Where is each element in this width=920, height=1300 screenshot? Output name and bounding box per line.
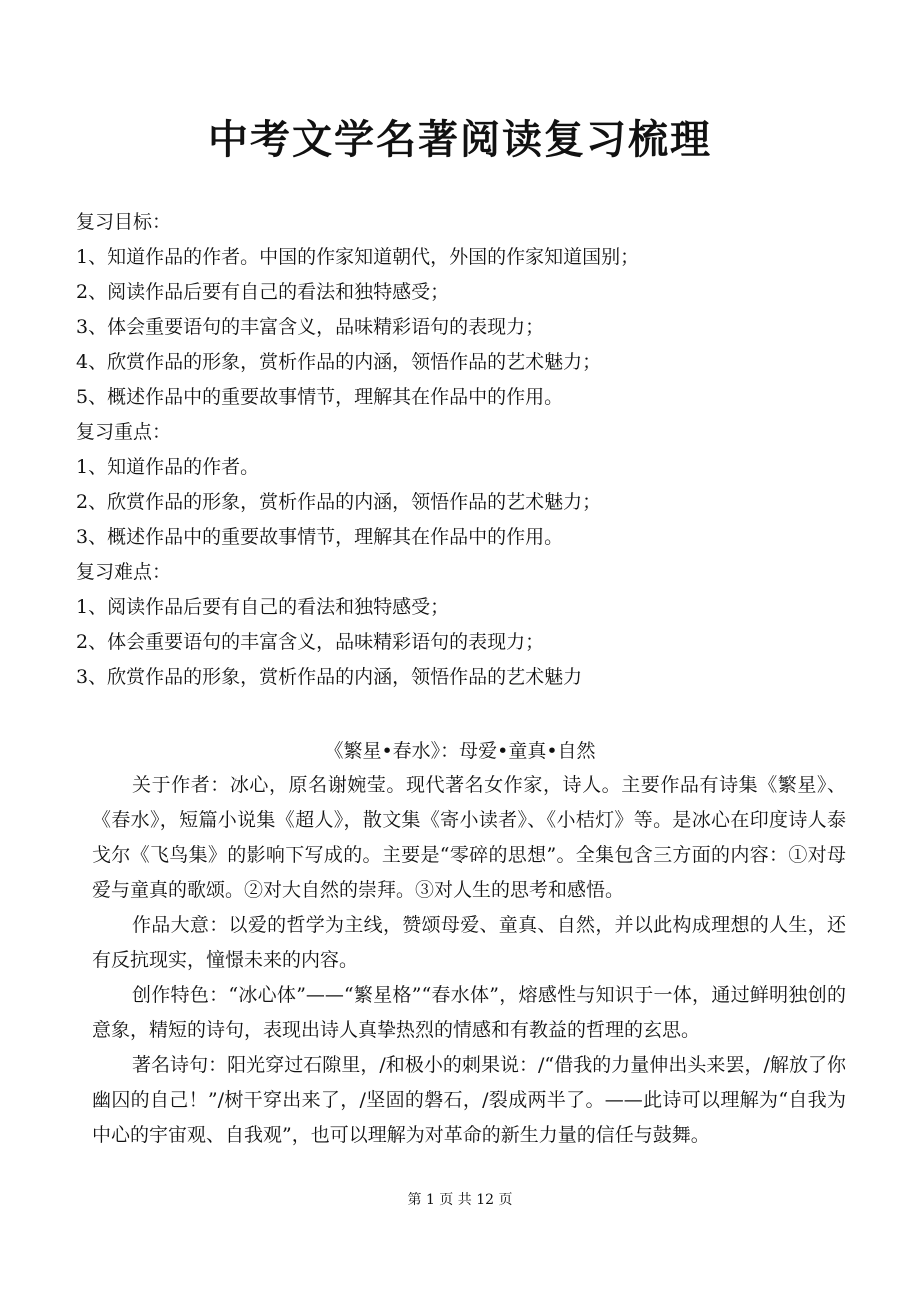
difficulty-item: 1、阅读作品后要有自己的看法和独特感受； bbox=[76, 596, 450, 618]
difficulty-item: 2、体会重要语句的丰富含义，品味精彩语句的表现力； bbox=[76, 631, 545, 653]
difficulty-item: 3、欣赏作品的形象，赏析作品的内涵，领悟作品的艺术魅力 bbox=[76, 666, 583, 688]
summary-paragraph: 作品大意：以爱的哲学为主线，赞颂母爱、童真、自然，并以此构成理想的人生，还有反抗现实，憧憬未来的内容。 bbox=[92, 914, 846, 971]
key-point-item: 1、知道作品的作者。 bbox=[76, 456, 260, 478]
document-title: 中考文学名著阅读复习梳理 bbox=[208, 116, 712, 163]
poem-paragraph: 著名诗句：阳光穿过石隙里，/和极小的刺果说：/“借我的力量伸出头来罢，/解放了你幽囚的自己！”/树干穿出来了，/坚固的磐石，/裂成两半了。——此诗可以理解为“自我为中心的宇宙观、自我观”，也可以理解为对革命的新生力量的信任与鼓舞。 bbox=[92, 1054, 846, 1146]
difficulties-heading: 复习难点： bbox=[76, 561, 172, 583]
page-number: 第 1 页 共 12 页 bbox=[407, 1192, 513, 1208]
style-paragraph: 创作特色：“冰心体”——“繁星格”“春水体”，熔感性与知识于一体，通过鲜明独创的意象，精短的诗句，表现出诗人真挚热烈的情感和有教益的哲理的玄思。 bbox=[92, 984, 846, 1041]
objective-item: 4、欣赏作品的形象，赏析作品的内涵，领悟作品的艺术魅力； bbox=[76, 351, 602, 373]
objective-item: 5、概述作品中的重要故事情节，理解其在作品中的作用。 bbox=[76, 386, 564, 408]
work-subtitle: 《繁星•春水》：母爱•童真•自然 bbox=[324, 740, 596, 762]
work-body bbox=[92, 768, 846, 1153]
key-points-heading: 复习重点： bbox=[76, 421, 172, 443]
key-point-item: 2、欣赏作品的形象，赏析作品的内涵，领悟作品的艺术魅力； bbox=[76, 491, 602, 513]
objective-item: 2、阅读作品后要有自己的看法和独特感受； bbox=[76, 281, 450, 303]
objectives-section bbox=[76, 205, 856, 415]
objectives-heading: 复习目标： bbox=[76, 211, 172, 233]
difficulties-section bbox=[76, 555, 856, 695]
author-paragraph: 关于作者：冰心，原名谢婉莹。现代著名女作家，诗人。主要作品有诗集《繁星》、《春水》，短篇小说集《超人》，散文集《寄小读者》、《小桔灯》等。是冰心在印度诗人泰戈尔《飞鸟集》的影响下写成的。主要是“零碎的思想”。全集包含三方面的内容：①对母爱与童真的歌颂。②对大自然的崇拜。③对人生的思考和感悟。 bbox=[92, 774, 846, 901]
objective-item: 3、体会重要语句的丰富含义，品味精彩语句的表现力； bbox=[76, 316, 545, 338]
key-points-section bbox=[76, 415, 856, 555]
key-point-item: 3、概述作品中的重要故事情节，理解其在作品中的作用。 bbox=[76, 526, 564, 548]
objective-item: 1、知道作品的作者。中国的作家知道朝代，外国的作家知道国别； bbox=[76, 246, 640, 268]
